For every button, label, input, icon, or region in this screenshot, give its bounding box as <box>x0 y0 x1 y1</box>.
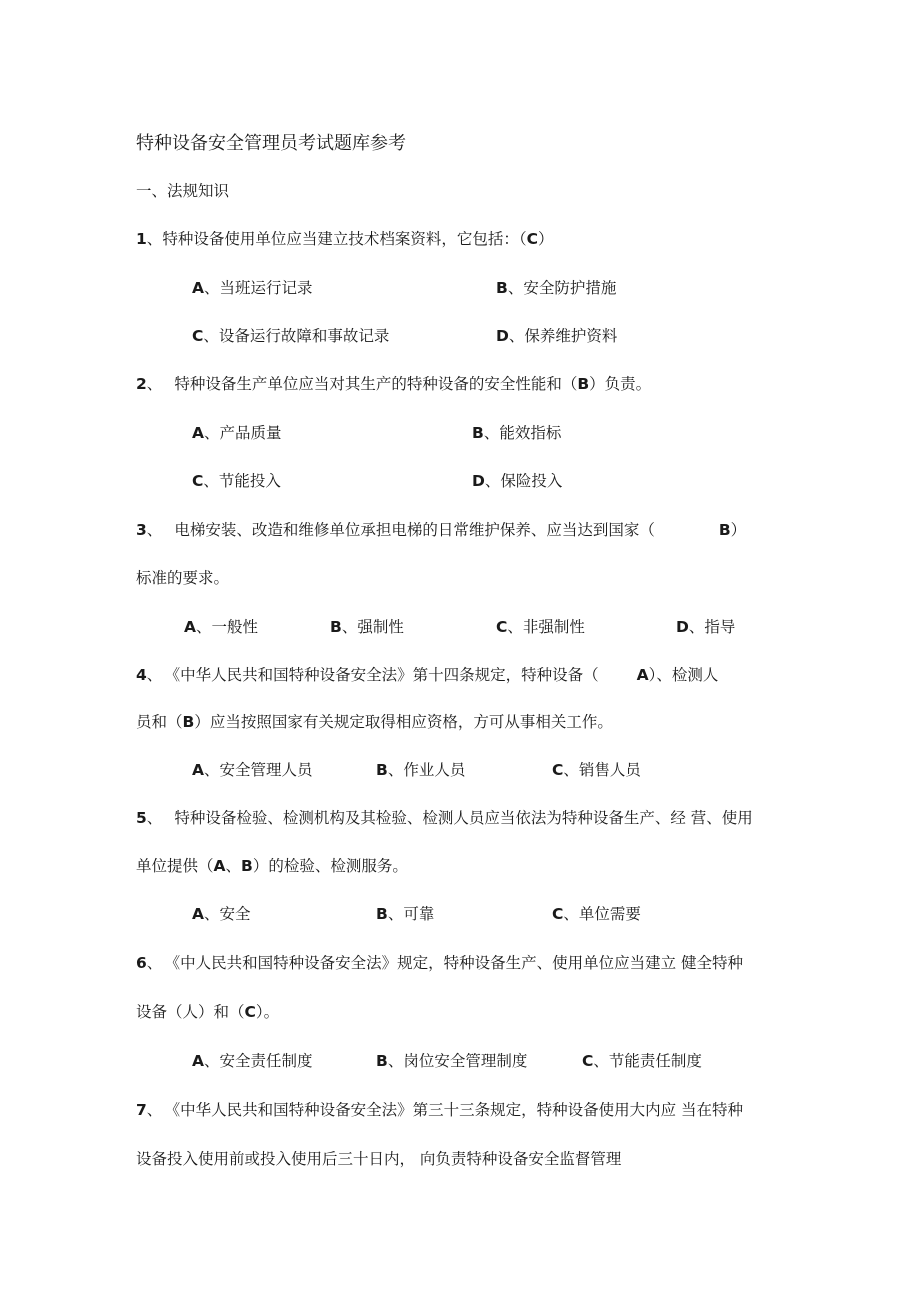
option-a: A、安全 <box>192 905 251 923</box>
question-2: 2、 特种设备生产单位应当对其生产的特种设备的安全性能和（B）负责。 <box>136 375 652 393</box>
question-6-continued: 设备（人）和（C）。 <box>136 1003 280 1021</box>
question-7: 7、 《中华人民共和国特种设备安全法》第三十三条规定，特种设备使用大内应 当在特种 <box>136 1101 743 1119</box>
question-number: 1 <box>136 230 147 248</box>
question-5: 5、 特种设备检验、检测机构及其检验、检测人员应当依法为特种设备生产、经 营、使用 <box>136 809 753 827</box>
option-d: D、保险投入 <box>472 472 563 490</box>
answer: C <box>244 1003 256 1021</box>
question-4: 4、 《中华人民共和国特种设备安全法》第十四条规定，特种设备（ A）、检测人 <box>136 666 719 684</box>
option-a: A、产品质量 <box>192 424 282 442</box>
answer: B <box>718 521 731 539</box>
option-b: B、岗位安全管理制度 <box>376 1052 528 1070</box>
option-c: C、设备运行故障和事故记录 <box>192 327 390 345</box>
option-b: B、作业人员 <box>376 761 466 779</box>
option-b: B、能效指标 <box>472 424 562 442</box>
answer: B <box>577 375 590 393</box>
question-6: 6、 《中人民共和国特种设备安全法》规定，特种设备生产、使用单位应当建立 健全特种 <box>136 954 743 972</box>
question-3-continued: 标准的要求。 <box>136 569 230 587</box>
option-a: A、安全管理人员 <box>192 761 313 779</box>
option-c: C、销售人员 <box>552 761 641 779</box>
option-c: C、节能责任制度 <box>582 1052 702 1070</box>
question-number: 6 <box>136 954 147 972</box>
answer: A <box>636 666 649 684</box>
answer: A <box>213 857 226 875</box>
question-number: 2 <box>136 375 147 393</box>
section-heading: 一、法规知识 <box>136 182 230 200</box>
option-c: C、节能投入 <box>192 472 281 490</box>
option-a: A、当班运行记录 <box>192 279 313 297</box>
option-c: C、单位需要 <box>552 905 641 923</box>
question-number: 7 <box>136 1101 147 1119</box>
page-title: 特种设备安全管理员考试题库参考 <box>136 133 406 154</box>
option-a: A、安全责任制度 <box>192 1052 313 1070</box>
answer: C <box>526 230 538 248</box>
question-1: 1、特种设备使用单位应当建立技术档案资料，它包括：（C） <box>136 230 554 248</box>
option-b: B、可靠 <box>376 905 435 923</box>
answer: B <box>182 713 195 731</box>
option-b: B、安全防护措施 <box>496 279 617 297</box>
option-b: B、强制性 <box>330 618 404 636</box>
question-4-continued: 员和（B）应当按照国家有关规定取得相应资格，方可从事相关工作。 <box>136 713 613 731</box>
answer: B <box>241 857 253 875</box>
question-number: 3 <box>136 521 147 539</box>
option-d: D、指导 <box>676 618 736 636</box>
question-5-continued: 单位提供（A、B）的检验、检测服务。 <box>136 857 408 875</box>
question-3: 3、 电梯安装、改造和维修单位承担电梯的日常维护保养、应当达到国家（ B） <box>136 521 747 539</box>
option-d: D、保养维护资料 <box>496 327 618 345</box>
question-7-continued: 设备投入使用前或投入使用后三十日内， 向负责特种设备安全监督管理 <box>136 1150 622 1168</box>
question-number: 4 <box>136 666 147 684</box>
option-a: A、一般性 <box>184 618 259 636</box>
question-number: 5 <box>136 809 147 827</box>
option-c: C、非强制性 <box>496 618 585 636</box>
